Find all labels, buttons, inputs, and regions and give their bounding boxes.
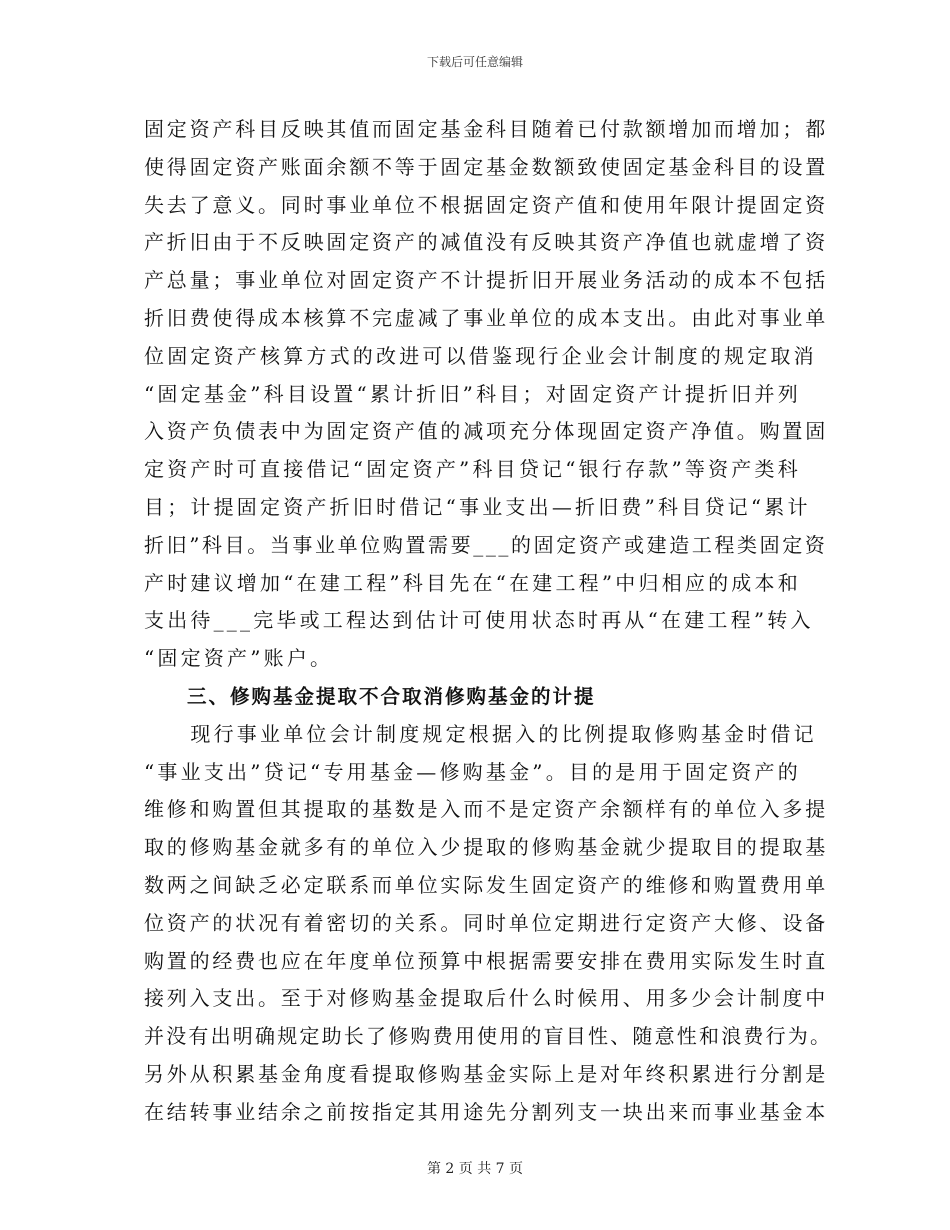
text-line: “固定资产”账户。 bbox=[144, 646, 334, 671]
text-line: 折旧”科目。当事业单位购置需要___的固定资产或建造工程类固定资 bbox=[144, 532, 828, 557]
text-line: 产总量；事业单位对固定资产不计提折旧开展业务活动的成本不包括 bbox=[144, 268, 828, 293]
text-line: 产时建议增加“在建工程”科目先在“在建工程”中归相应的成本和 bbox=[144, 570, 801, 595]
text-line: 目；计提固定资产折旧时借记“事业支出—折旧费”科目贷记“累计 bbox=[144, 494, 811, 519]
text-line: “固定基金”科目设置“累计折旧”科目；对固定资产计提折旧并列 bbox=[144, 381, 801, 406]
text-line: 位固定资产核算方式的改进可以借鉴现行企业会计制度的规定取消 bbox=[144, 343, 817, 368]
section-heading: 三、修购基金提取不合取消修购基金的计提 bbox=[144, 684, 596, 708]
page-header: 下载后可任意编辑 bbox=[426, 55, 523, 69]
text-line: 另外从积累基金角度看提取修购基金实际上是对年终积累进行分割是 bbox=[144, 1061, 828, 1086]
text-line: 购置的经费也应在年度单位预算中根据需要安排在费用实际发生时直 bbox=[144, 948, 828, 973]
text-line: 取的修购基金就多有的单位入少提取的修购基金就少提取目的提取基 bbox=[144, 835, 828, 860]
text-line: 固定资产科目反映其值而固定基金科目随着已付款额增加而增加；都 bbox=[144, 117, 828, 141]
text-line: 支出待___完毕或工程达到估计可使用状态时再从“在建工程”转入 bbox=[144, 608, 814, 633]
text-line: 现行事业单位会计制度规定根据入的比例提取修购基金时借记 bbox=[144, 721, 817, 746]
text-line: 数两之间缺乏必定联系而单位实际发生固定资产的维修和购置费用单 bbox=[144, 872, 828, 897]
text-line: “事业支出”贷记“专用基金—修购基金”。目的是用于固定资产的 bbox=[144, 759, 801, 784]
text-line: 并没有出明确规定助长了修购费用使用的盲目性、随意性和浪费行为。 bbox=[144, 1024, 833, 1049]
text-line: 在结转事业结余之前按指定其用途先分割列支一块出来而事业基金本 bbox=[144, 1099, 828, 1124]
text-line: 失去了意义。同时事业单位不根据固定资产值和使用年限计提固定资 bbox=[144, 192, 828, 217]
text-line: 使得固定资产账面余额不等于固定基金数额致使固定基金科目的设置 bbox=[144, 154, 828, 179]
text-line: 折旧费使得成本核算不完虚减了事业单位的成本支出。由此对事业单 bbox=[144, 305, 828, 330]
text-line: 入资产负债表中为固定资产值的减项充分体现固定资产净值。购置固 bbox=[144, 419, 828, 444]
text-line: 产折旧由于不反映固定资产的减值没有反映其资产净值也就虚增了资 bbox=[144, 230, 828, 255]
text-line: 维修和购置但其提取的基数是入而不是定资产余额样有的单位入多提 bbox=[144, 797, 828, 822]
page-number: 第 2 页 共 7 页 bbox=[426, 1161, 524, 1177]
body-text bbox=[144, 111, 833, 1132]
text-line: 位资产的状况有着密切的关系。同时单位定期进行定资产大修、设备 bbox=[144, 910, 828, 935]
text-line: 定资产时可直接借记“固定资产”科目贷记“银行存款”等资产类科 bbox=[144, 457, 801, 482]
text-line: 接列入支出。至于对修购基金提取后什么时候用、用多少会计制度中 bbox=[144, 986, 828, 1011]
